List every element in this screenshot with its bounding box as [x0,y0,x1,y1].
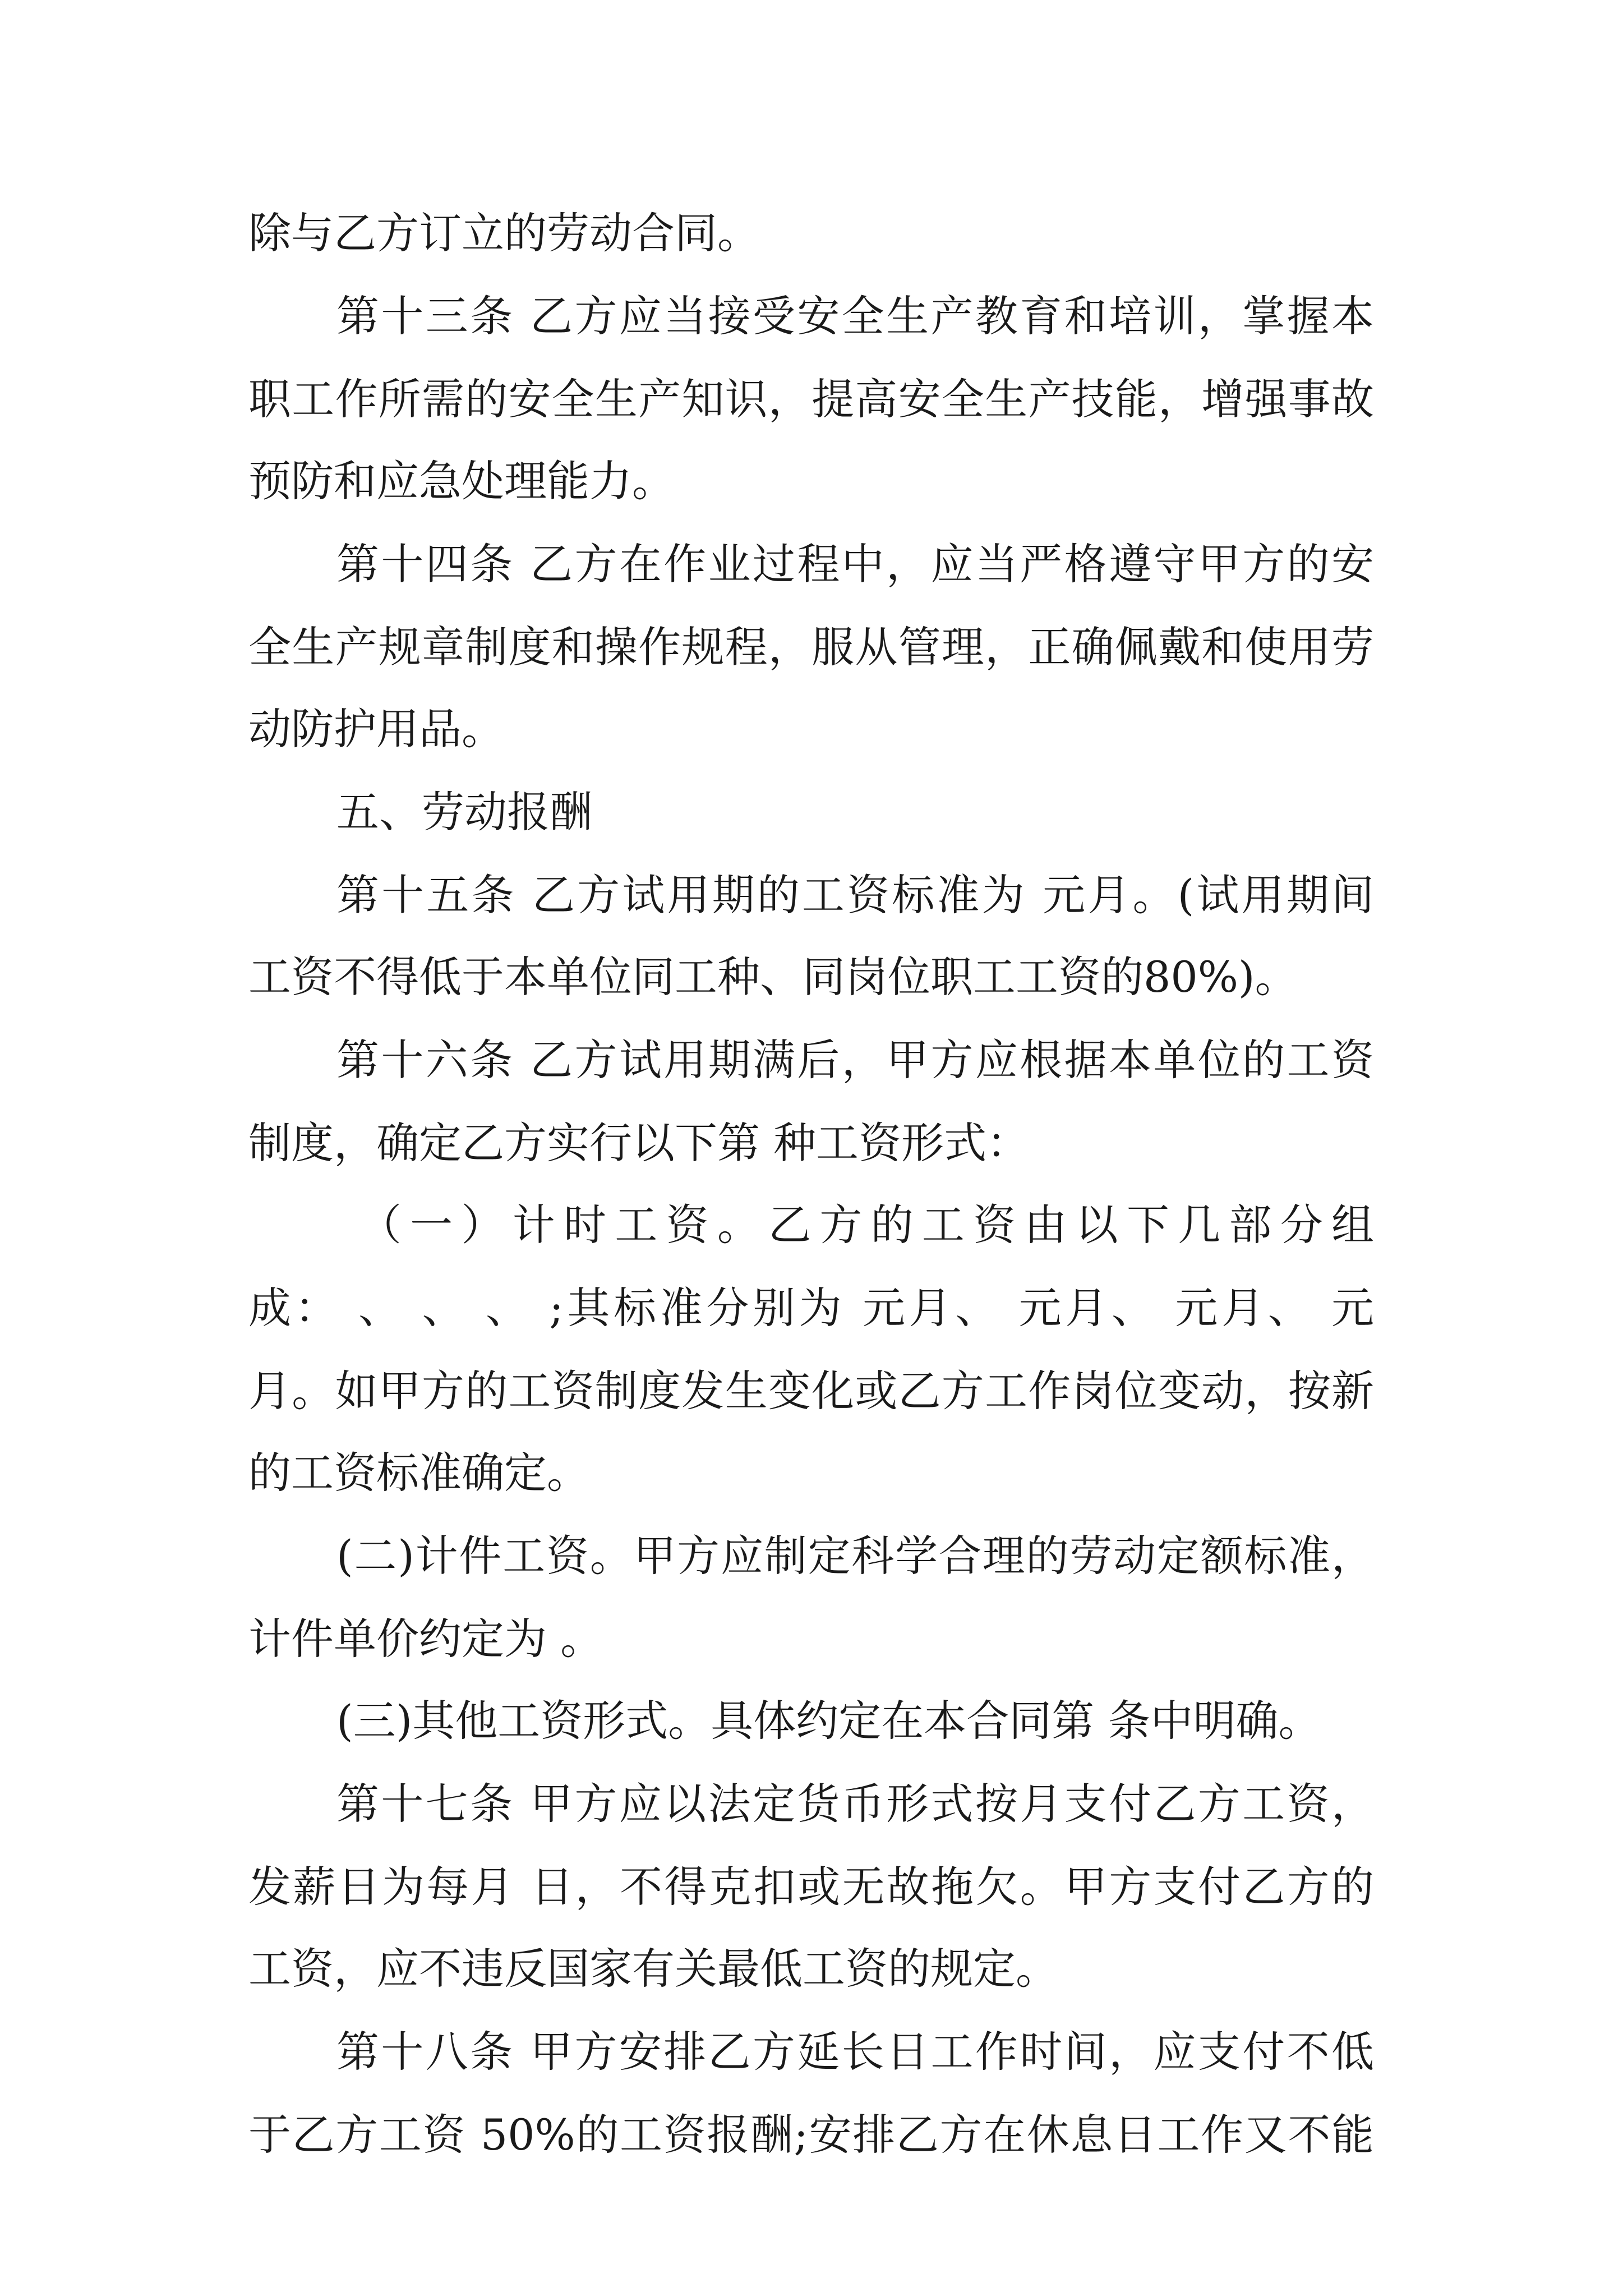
text-line: 动防护用品。 [248,704,504,754]
text-line: 第十五条 乙方试用期的工资标准为 元月。(试用期间 [336,870,1374,920]
text-line: (二)计件工资。甲方应制定科学合理的劳动定额标准， [336,1531,1374,1581]
text-line: 除与乙方订立的劳动合同。 [248,208,760,258]
text-line: 第十四条 乙方在作业过程中，应当严格遵守甲方的安 [336,539,1374,589]
text-line: 预防和应急处理能力。 [248,456,675,506]
text-line: 成： 、 、 、 ;其标准分别为 元月、 元月、 元月、 元 [248,1283,1374,1333]
text-line: 的工资标准确定。 [248,1448,589,1498]
text-line: 第十七条 甲方应以法定货币形式按月支付乙方工资， [336,1779,1374,1829]
text-line: (三)其他工资形式。具体约定在本合同第 条中明确。 [336,1696,1321,1746]
text-line: 工资不得低于本单位同工种、同岗位职工工资的80%)。 [248,952,1298,1002]
section-heading: 五、劳动报酬 [336,787,592,837]
text-line: 于乙方工资 50%的工资报酬;安排乙方在休息日工作又不能 [248,2110,1374,2160]
text-line: 发薪日为每月 日，不得克扣或无故拖欠。甲方支付乙方的 [248,1862,1374,1912]
text-line: 全生产规章制度和操作规程，服从管理，正确佩戴和使用劳 [248,622,1374,672]
text-line: 第十八条 甲方安排乙方延长日工作时间，应支付不低 [336,2027,1374,2077]
text-line: 计件单价约定为 。 [248,1614,603,1664]
text-line: 第十三条 乙方应当接受安全生产教育和培训，掌握本 [336,291,1374,341]
text-line: 工资，应不违反国家有关最低工资的规定。 [248,1944,1058,1994]
text-line: 月。如甲方的工资制度发生变化或乙方工作岗位变动，按新 [248,1366,1374,1416]
text-line: 职工作所需的安全生产知识，提高安全生产技能，增强事故 [248,374,1374,424]
text-line: 制度，确定乙方实行以下第 种工资形式： [248,1118,1030,1168]
text-line: 第十六条 乙方试用期满后，甲方应根据本单位的工资 [336,1035,1374,1085]
text-line: （一）计时工资。乙方的工资由以下几部分组 [359,1200,1374,1250]
